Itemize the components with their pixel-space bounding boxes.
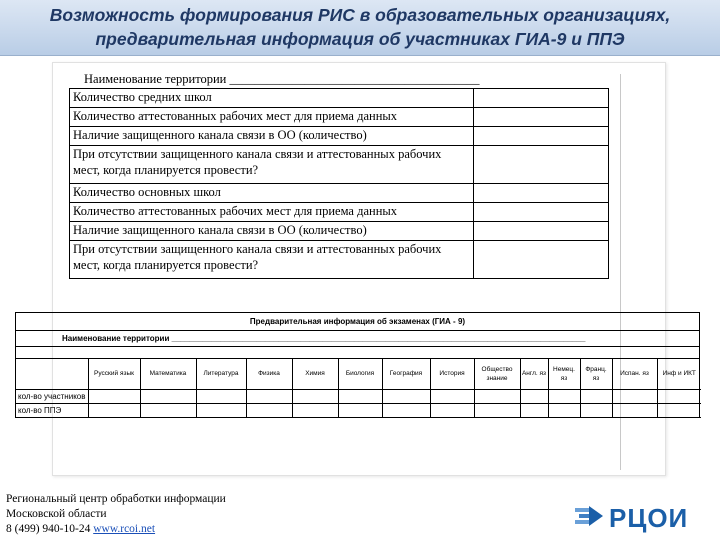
slide-title-line2: предварительная информация об участниках ГИА-9 и ППЭ: [95, 29, 625, 49]
exams-table-block: [15, 312, 700, 418]
footer-phone: 8 (499) 940-10-24: [6, 523, 91, 535]
subject-header: Биология: [338, 359, 382, 389]
value-cell[interactable]: [474, 127, 609, 146]
table-row: [70, 222, 609, 241]
value-cell[interactable]: [338, 389, 382, 403]
value-cell[interactable]: [338, 403, 382, 417]
row-label: Количество основных школ: [70, 184, 474, 203]
row-label: При отсутствии защищенного канала связи и аттестованных рабочих мест, когда планируется провести?: [70, 241, 474, 279]
value-cell[interactable]: [474, 403, 520, 417]
subject-header: Литература: [196, 359, 246, 389]
value-cell[interactable]: [474, 108, 609, 127]
table-row: [70, 89, 609, 108]
value-cell[interactable]: [474, 222, 609, 241]
subject-header: Химия: [292, 359, 338, 389]
footer-org: Региональный центр обработки информации: [6, 493, 226, 505]
row-label: При отсутствии защищенного канала связи и аттестованных рабочих мест, когда планируется провести?: [70, 146, 474, 184]
exams-row-ppe: [16, 403, 701, 417]
value-cell[interactable]: [657, 389, 701, 403]
value-cell[interactable]: [88, 389, 140, 403]
table-row: [70, 127, 609, 146]
subject-header: Инф и ИКТ: [657, 359, 701, 389]
rcoi-logo: [575, 502, 715, 536]
exams-header-row: [16, 359, 701, 389]
value-cell[interactable]: [140, 403, 196, 417]
value-cell[interactable]: [474, 389, 520, 403]
value-cell[interactable]: [612, 389, 657, 403]
value-cell[interactable]: [548, 389, 580, 403]
row-label: Наличие защищенного канала связи в ОО (количество): [70, 222, 474, 241]
exams-territory-caption: Наименование территории _____________________________________________________________________________________________: [16, 331, 699, 347]
exams-row-participants: [16, 389, 701, 403]
exams-table-title: Предварительная информация об экзаменах (ГИА - 9): [16, 313, 699, 331]
logo-arrow-icon: [575, 506, 605, 532]
value-cell[interactable]: [657, 403, 701, 417]
subject-header: Англ. яз: [520, 359, 548, 389]
value-cell[interactable]: [196, 403, 246, 417]
header-corner: [16, 359, 88, 389]
subject-header: Франц. яз: [580, 359, 612, 389]
value-cell[interactable]: [580, 389, 612, 403]
value-cell[interactable]: [292, 403, 338, 417]
value-cell[interactable]: [580, 403, 612, 417]
value-cell[interactable]: [474, 89, 609, 108]
value-cell[interactable]: [140, 389, 196, 403]
schools-table-block: [69, 70, 609, 279]
slide-title: [0, 0, 720, 56]
footer: [6, 492, 226, 537]
schools-table: [69, 88, 609, 279]
subject-header: Испан. яз: [612, 359, 657, 389]
value-cell[interactable]: [430, 403, 474, 417]
value-cell[interactable]: [474, 184, 609, 203]
value-cell[interactable]: [520, 403, 548, 417]
table-row: [70, 184, 609, 203]
value-cell[interactable]: [382, 389, 430, 403]
table-row: [70, 203, 609, 222]
row-label: Наличие защищенного канала связи в ОО (количество): [70, 127, 474, 146]
value-cell[interactable]: [474, 146, 609, 184]
value-cell[interactable]: [382, 403, 430, 417]
subject-header: Русский язык: [88, 359, 140, 389]
value-cell[interactable]: [430, 389, 474, 403]
value-cell[interactable]: [548, 403, 580, 417]
row-label: Количество аттестованных рабочих мест для приема данных: [70, 203, 474, 222]
table-row: [70, 108, 609, 127]
slide-title-line1: Возможность формирования РИС в образовательных организациях,: [49, 5, 671, 25]
footer-link[interactable]: www.rcoi.net: [93, 523, 156, 535]
value-cell[interactable]: [246, 389, 292, 403]
value-cell[interactable]: [474, 203, 609, 222]
table-row: [70, 146, 609, 184]
blank-row: [16, 347, 699, 359]
value-cell[interactable]: [196, 389, 246, 403]
exams-table: [16, 359, 701, 418]
value-cell[interactable]: [292, 389, 338, 403]
footer-region: Московской области: [6, 508, 107, 520]
row-label: кол-во ППЭ: [16, 403, 88, 417]
subject-header: Немец. яз: [548, 359, 580, 389]
footer-contacts: [6, 522, 226, 537]
subject-header: Математика: [140, 359, 196, 389]
logo-text: РЦОИ: [609, 503, 689, 533]
row-label: Количество средних школ: [70, 89, 474, 108]
subject-header: Общество знание: [474, 359, 520, 389]
value-cell[interactable]: [88, 403, 140, 417]
subject-header: Физика: [246, 359, 292, 389]
row-label: Количество аттестованных рабочих мест для приема данных: [70, 108, 474, 127]
subject-header: История: [430, 359, 474, 389]
value-cell[interactable]: [474, 241, 609, 279]
value-cell[interactable]: [612, 403, 657, 417]
row-label: кол-во участников: [16, 389, 88, 403]
subject-header: География: [382, 359, 430, 389]
value-cell[interactable]: [520, 389, 548, 403]
table-row: [70, 241, 609, 279]
value-cell[interactable]: [246, 403, 292, 417]
territory-caption: Наименование территории ________________________________________: [84, 72, 480, 86]
